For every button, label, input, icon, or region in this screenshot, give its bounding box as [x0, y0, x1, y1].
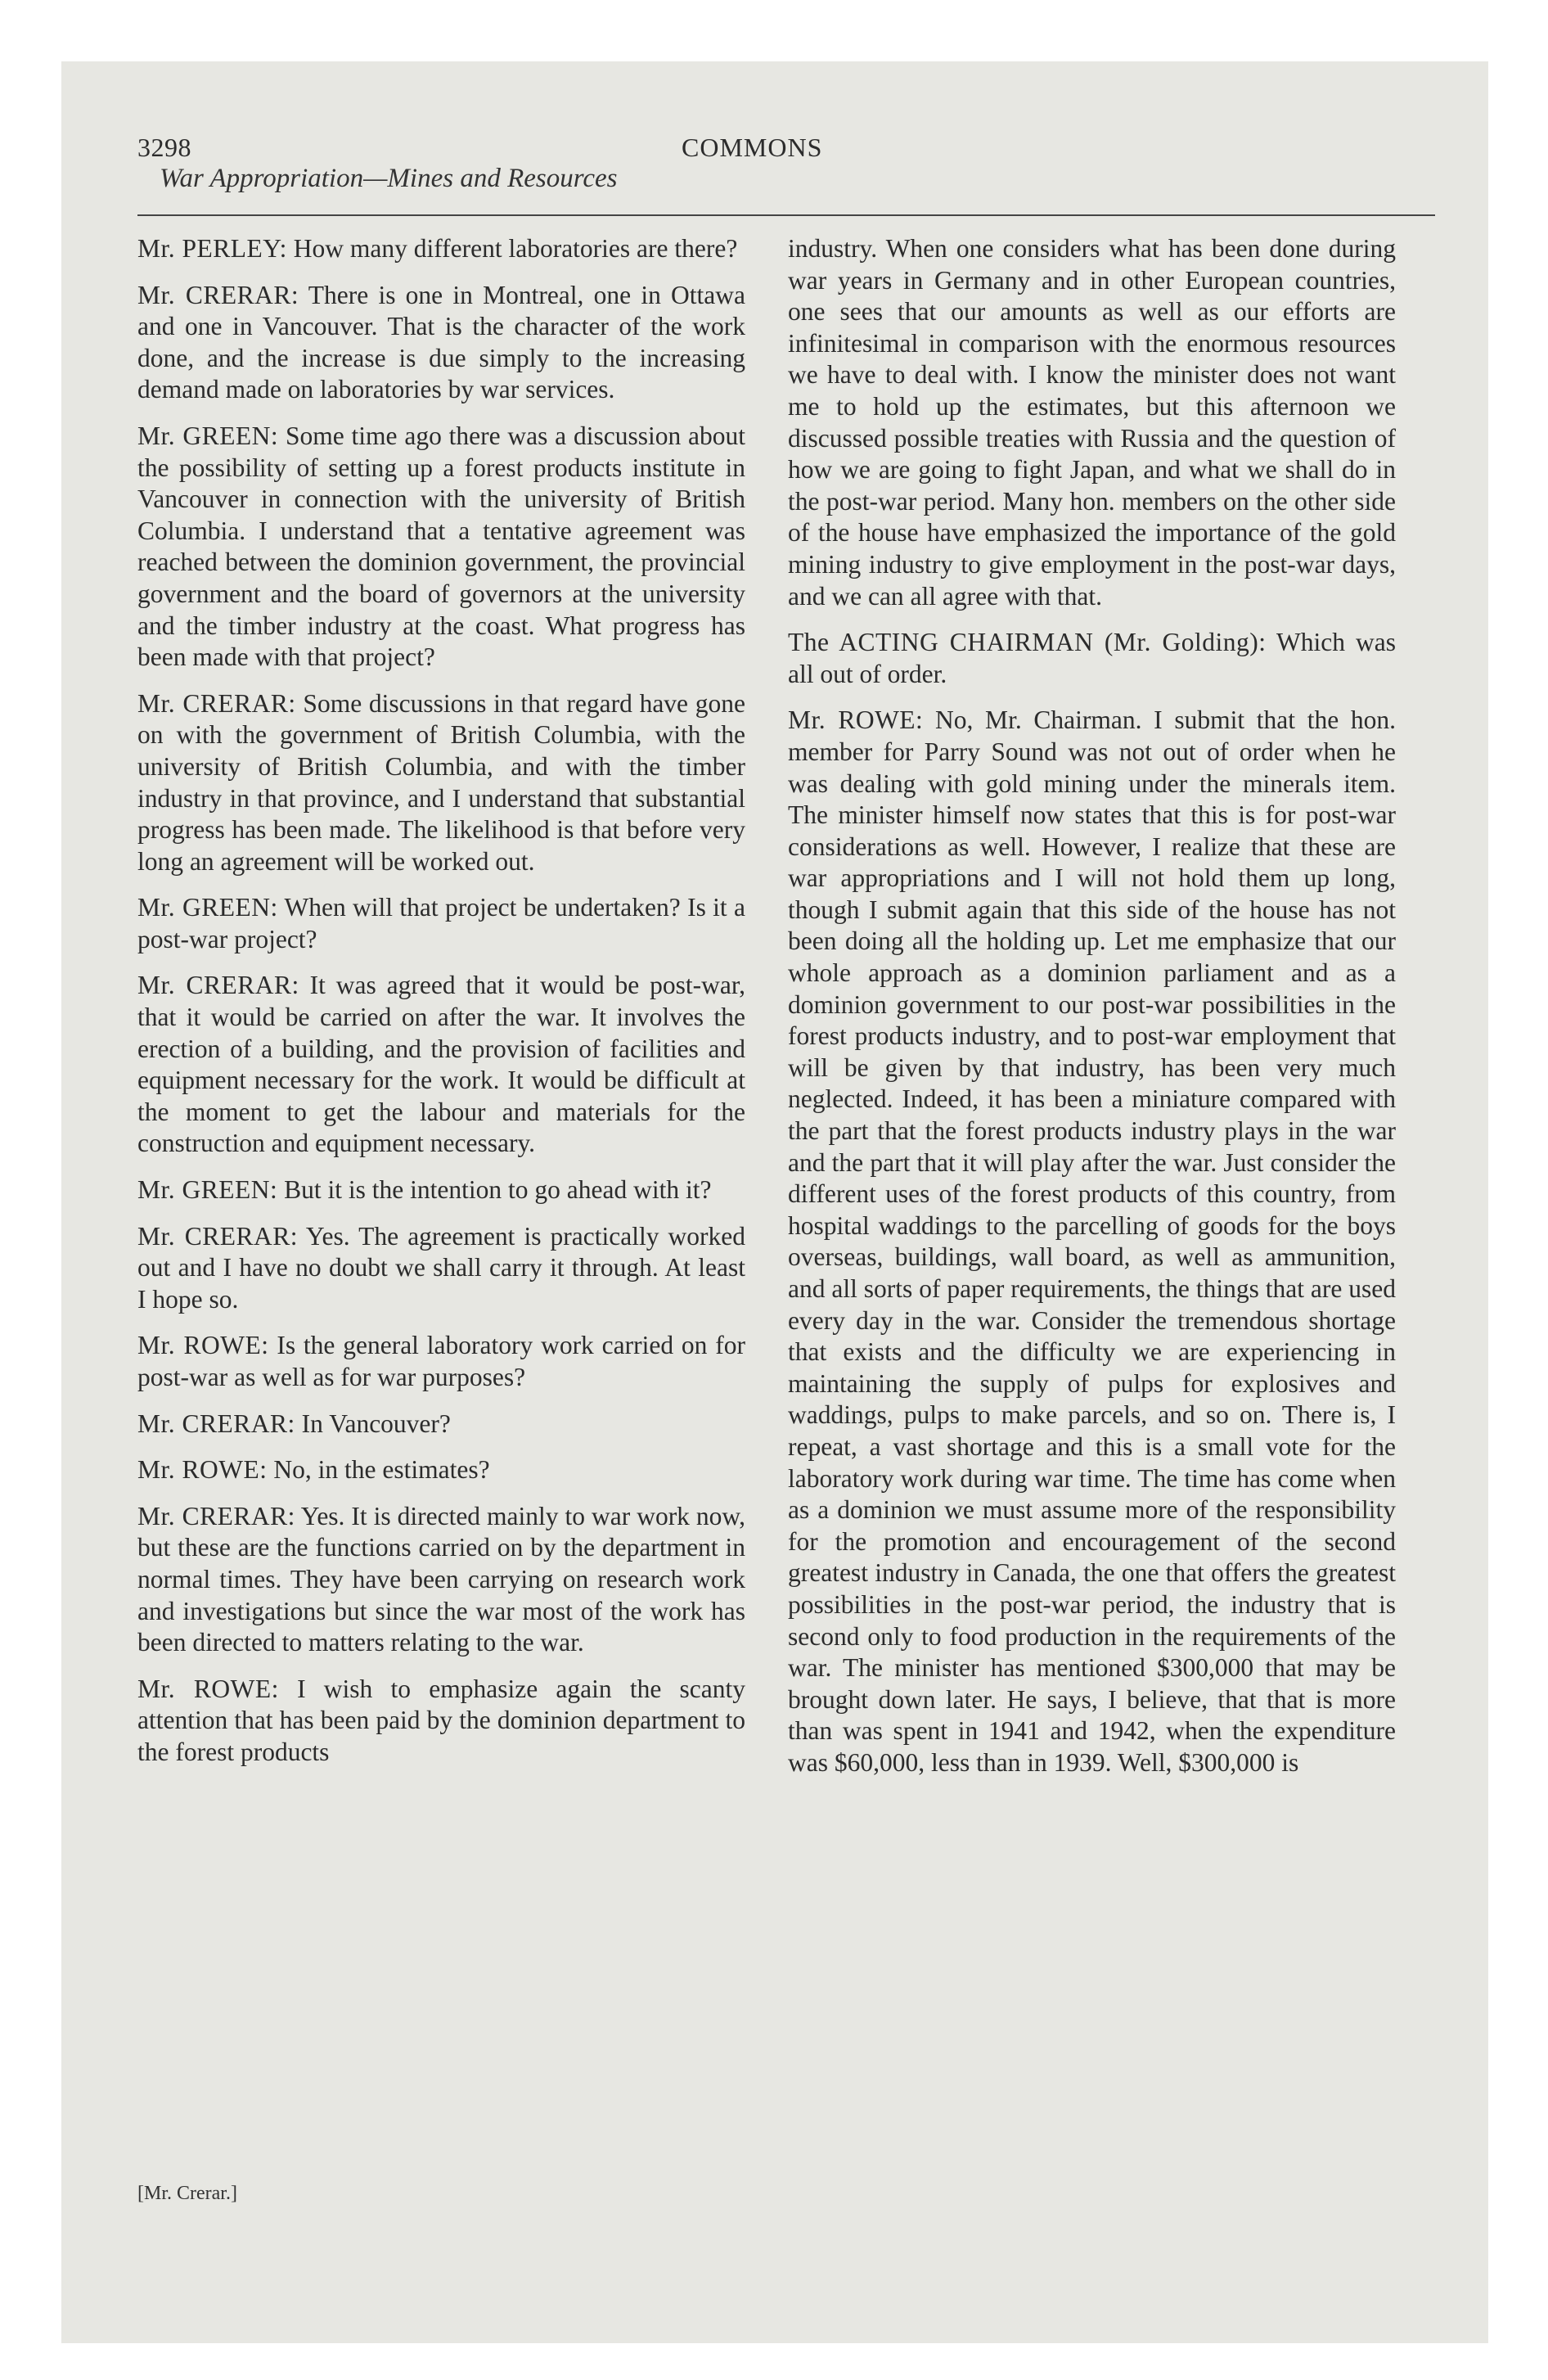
speaker-name: The ACTING CHAIRMAN (Mr. Golding):	[788, 628, 1267, 657]
header-rule	[137, 214, 1435, 216]
right-column	[788, 233, 1396, 1794]
speaker-name: Mr. CRERAR:	[137, 1409, 295, 1438]
speech-text: I wish to emphasize again the scanty attention that has been paid by the dominion department to the forest products	[137, 1674, 746, 1766]
speech-text: In Vancouver?	[301, 1409, 451, 1438]
speech-text: It was agreed that it would be post-war, that it would be carried on after the war. It involves the erection of a building, and the provision of facilities and equipment necessary for the work. It would be difficult at the moment to get the labour and materials for the construction and equipment necessary.	[137, 971, 745, 1158]
speech-paragraph	[137, 1454, 745, 1486]
speech-text: But it is the intention to go ahead with it?	[284, 1175, 712, 1205]
speech-text: How many different laboratories are there?	[293, 234, 738, 263]
page-number: 3298	[137, 133, 191, 162]
speaker-name: Mr. ROWE:	[137, 1331, 269, 1360]
speech-paragraph	[137, 1174, 745, 1206]
section-title: War Appropriation—Mines and Resources	[160, 164, 618, 193]
speech-paragraph	[137, 892, 745, 955]
speaker-name: Mr. ROWE:	[788, 705, 924, 735]
speech-paragraph	[788, 627, 1396, 690]
speech-text: Yes. It is directed mainly to war work now, but these are the functions carried on by the department in normal times. They have been carrying on research work and investigations but since the war most of the work has been directed to matters relating to the war.	[137, 1501, 745, 1657]
left-column	[137, 233, 745, 1783]
speech-paragraph	[137, 233, 745, 265]
speech-paragraph	[137, 280, 745, 406]
speech-paragraph	[137, 421, 745, 674]
speech-text: When will that project be undertaken? Is it a post-war project?	[137, 893, 745, 953]
speech-paragraph	[137, 1674, 745, 1769]
speaker-name: Mr. ROWE:	[137, 1674, 279, 1703]
speaker-name: Mr. PERLEY:	[137, 234, 287, 263]
running-head: COMMONS	[682, 133, 823, 162]
speech-text: Is the general laboratory work carried on for post-war as well as for war purposes?	[137, 1331, 746, 1391]
speech-text: There is one in Montreal, one in Ottawa and one in Vancouver. That is the character of the work done, and the increase is due simply to the increasing demand made on laboratories by war services.	[137, 280, 746, 404]
speech-paragraph	[137, 1501, 745, 1659]
speech-paragraph	[137, 1221, 745, 1316]
speech-text: industry. When one considers what has been done during war years in Germany and in other European countries, one sees that our amounts as well as our efforts are infinitesimal in comparison with the enormous resources we have to deal with. I know the minister does not want me to hold up the estimates, but this afternoon we discussed possible treaties with Russia and the question of how we are going to fight Japan, and what we shall do in the post-war period. Many hon. members on the other side of the house have emphasized the importance of the gold mining industry to give employment in the post-war days, and we can all agree with that.	[788, 234, 1396, 611]
speech-paragraph	[788, 233, 1396, 612]
speaker-footer-note: [Mr. Crerar.]	[137, 2183, 237, 2204]
speaker-name: Mr. ROWE:	[137, 1455, 268, 1485]
speaker-name: Mr. GREEN:	[137, 893, 278, 922]
speech-text: Which was all out of order.	[788, 628, 1397, 688]
speaker-name: Mr. CRERAR:	[137, 971, 299, 1000]
speech-text: Some discussions in that regard have gone on with the government of British Columbia, with the university of British Columbia, and with the timber industry in that province, and I understand that substantial progress has been made. The likelihood is that before very long an agreement will be worked out.	[137, 688, 746, 876]
speech-paragraph	[137, 970, 745, 1160]
speech-text: Some time ago there was a discussion about the possibility of setting up a forest products institute in Vancouver in connection with the university of British Columbia. I understand that a tentative agreement was reached between the dominion government, the provincial government and the board of governors at the university and the timber industry at the coast. What progress has been made with that project?	[137, 421, 746, 672]
speaker-name: Mr. GREEN:	[137, 1175, 278, 1205]
speaker-name: Mr. GREEN:	[137, 421, 279, 450]
speech-text: No, Mr. Chairman. I submit that the hon. member for Parry Sound was not out of order when he was dealing with gold mining under the minerals item. The minister himself now states that this is for post-war considerations as well. However, I realize that these are war appropriations and I will not hold them up long, though I submit again that this side of the house has not been doing all the holding up. Let me emphasize that our whole approach as a dominion parliament and as a dominion government to our post-war possibilities in the forest products industry, and to post-war employment that will be given by that industry, has been very much neglected. Indeed, it has been a miniature compared with the part that the forest products industry plays in the war and the part that it will play after the war. Just consider the different uses of the forest products of this country, from hospital waddings to the parcelling of goods for the boys overseas, buildings, wall board, as well as ammunition, and all sorts of paper requirements, the things that are used every day in the war. Consider the tremendous shortage that exists and the difficulty we are experiencing in maintaining the supply of pulps for explosives and waddings, pulps to make parcels, and so on. There is, I repeat, a vast shortage and this is a small vote for the laboratory work during war time. The time has come when as a dominion we must assume more of the responsibility for the promotion and encouragement of the second greatest industry in Canada, the one that offers the greatest possibilities in the post-war period, the industry that is second only to food production in the requirements of the war. The minister has mentioned $300,000 that may be brought down later. He says, I believe, that that is more than was spent in 1941 and 1942, when the expenditure was $60,000, less than in 1939. Well, $300,000 is	[788, 705, 1396, 1777]
speaker-name: Mr. CRERAR:	[137, 1221, 298, 1251]
speech-paragraph	[137, 688, 745, 878]
speaker-name: Mr. CRERAR:	[137, 1501, 295, 1530]
speech-text: No, in the estimates?	[273, 1455, 490, 1485]
speech-text: Yes. The agreement is practically worked out and I have no doubt we shall carry it through. At least I hope so.	[137, 1221, 745, 1314]
speech-paragraph	[137, 1409, 745, 1440]
speech-paragraph	[788, 705, 1396, 1778]
speaker-name: Mr. CRERAR:	[137, 280, 299, 309]
speaker-name: Mr. CRERAR:	[137, 688, 296, 718]
speech-paragraph	[137, 1330, 745, 1393]
